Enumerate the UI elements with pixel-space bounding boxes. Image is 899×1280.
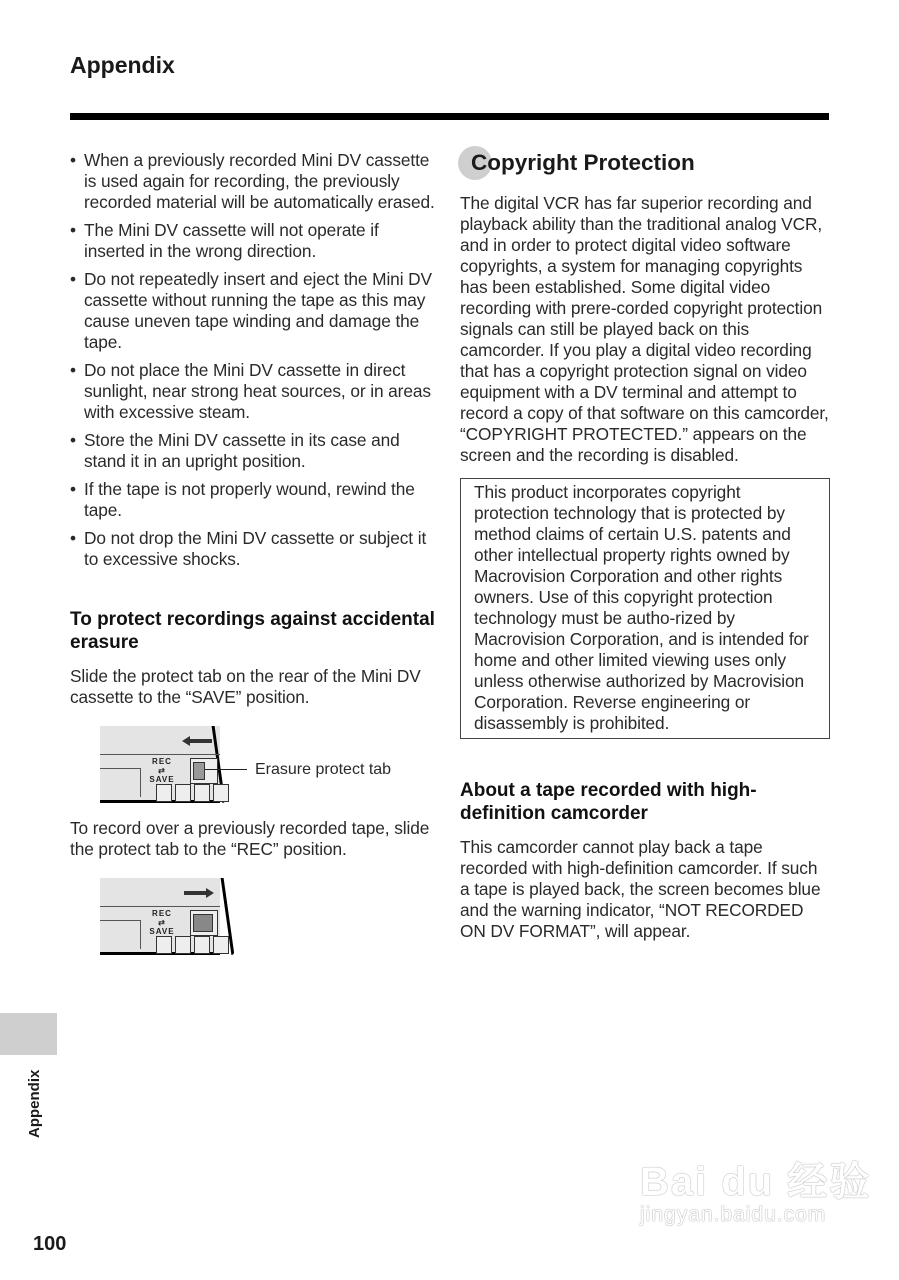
cassette-cells [156,936,229,954]
bullet-item: • Do not repeatedly insert and eject the Mini DV cassette without running the tape as this may cause uneven tape winding and damage the tape. [70,269,442,353]
bullet-item: • If the tape is not properly wound, rewind the tape. [70,479,442,521]
page-title: Appendix [70,52,175,78]
left-column [70,150,442,956]
hd-heading: About a tape recorded with high-definition camcorder [460,780,757,824]
protect-tab-slot [190,910,218,936]
protect-tab [193,762,205,780]
bullet-item: • Do not place the Mini DV cassette in direct sunlight, near strong heat sources, or in areas with excessive steam. [70,360,442,423]
cassette-rec-figure [100,878,235,956]
bullet-item: • Do not drop the Mini DV cassette or subject it to excessive shocks. [70,528,442,570]
callout-line [205,769,247,770]
header-rule [70,113,829,120]
copyright-intro: The digital VCR has far superior recording and playback ability than the traditional analog VCR, and in order to protect digital video software copyrights, a system for managing copyrights has been established. Some digital video recording with prere-corded copyright protection signals can still be played back on this camcorder. If you play a digital video recording that has a copyright protection signal on video equipment with a DV terminal and attempt to record a copy of that software on this camcorder, “COPYRIGHT PROTECTED.” appears on the screen and the recording is disabled. [460,193,829,465]
care-bullet-list [70,150,442,570]
protect-text: Slide the protect tab on the rear of the Mini DV cassette to the “SAVE” position. [70,666,421,707]
cassette-line [100,906,220,907]
protect-tab-slot [190,758,218,784]
rec-label: REC [152,909,172,918]
watermark-logo: Bai du 经验 [640,1160,872,1204]
cassette-cells [156,784,229,802]
protect-tab [193,914,213,932]
save-label: SAVE [149,927,175,936]
arrow-right-icon [184,888,214,898]
page-number: 100 [33,1233,67,1255]
cassette-label-area [100,768,141,797]
record-text: To record over a previously recorded tape, slide the protect tab to the “REC” position. [70,818,430,859]
bullet-item: • When a previously recorded Mini DV cassette is used again for recording, the previously recorded material will be automatically erased. [70,150,442,213]
watermark-url: jingyan.baidu.com [640,1203,827,1226]
callout-label: Erasure protect tab [255,761,392,778]
cassette-save-figure [100,726,420,804]
macrovision-notice: This product incorporates copyright protection technology that is protected by method claims of certain U.S. patents and other intellectual property rights owned by Macrovision Corporation and other rights owners. Use of this copyright protection technology must be autho-rized by Macrovision Corporation, and is intended for home and other limited viewing uses only unless otherwise authorized by Macrovision Corporation. Reverse engineering or disassembly is prohibited. [460,478,830,739]
hd-text: This camcorder cannot play back a tape recorded with high-definition camcorder. If such a tape is played back, the screen becomes blue and the warning indicator, “NOT RECORDED ON DV FORMAT”, will appear. [460,837,821,941]
section-title [460,148,830,178]
protect-heading: To protect recordings against accidental erasure [70,609,435,653]
section-title-text: Copyright Protection [471,150,695,175]
bullet-item: • Store the Mini DV cassette in its case and stand it in an upright position. [70,430,442,472]
rec-save-label: REC ⇄ SAVE [149,757,175,784]
section-side-tab [0,1013,57,1055]
rec-save-label: REC ⇄ SAVE [149,909,175,936]
rec-label: REC [152,757,172,766]
baidu-watermark [640,1150,871,1227]
cassette-line [100,754,220,755]
right-column [460,148,830,942]
side-section-label: Appendix [26,1069,43,1138]
bullet-item: • The Mini DV cassette will not operate if inserted in the wrong direction. [70,220,442,262]
arrow-left-icon [182,736,212,746]
save-label: SAVE [149,775,175,784]
cassette-label-area [100,920,141,949]
